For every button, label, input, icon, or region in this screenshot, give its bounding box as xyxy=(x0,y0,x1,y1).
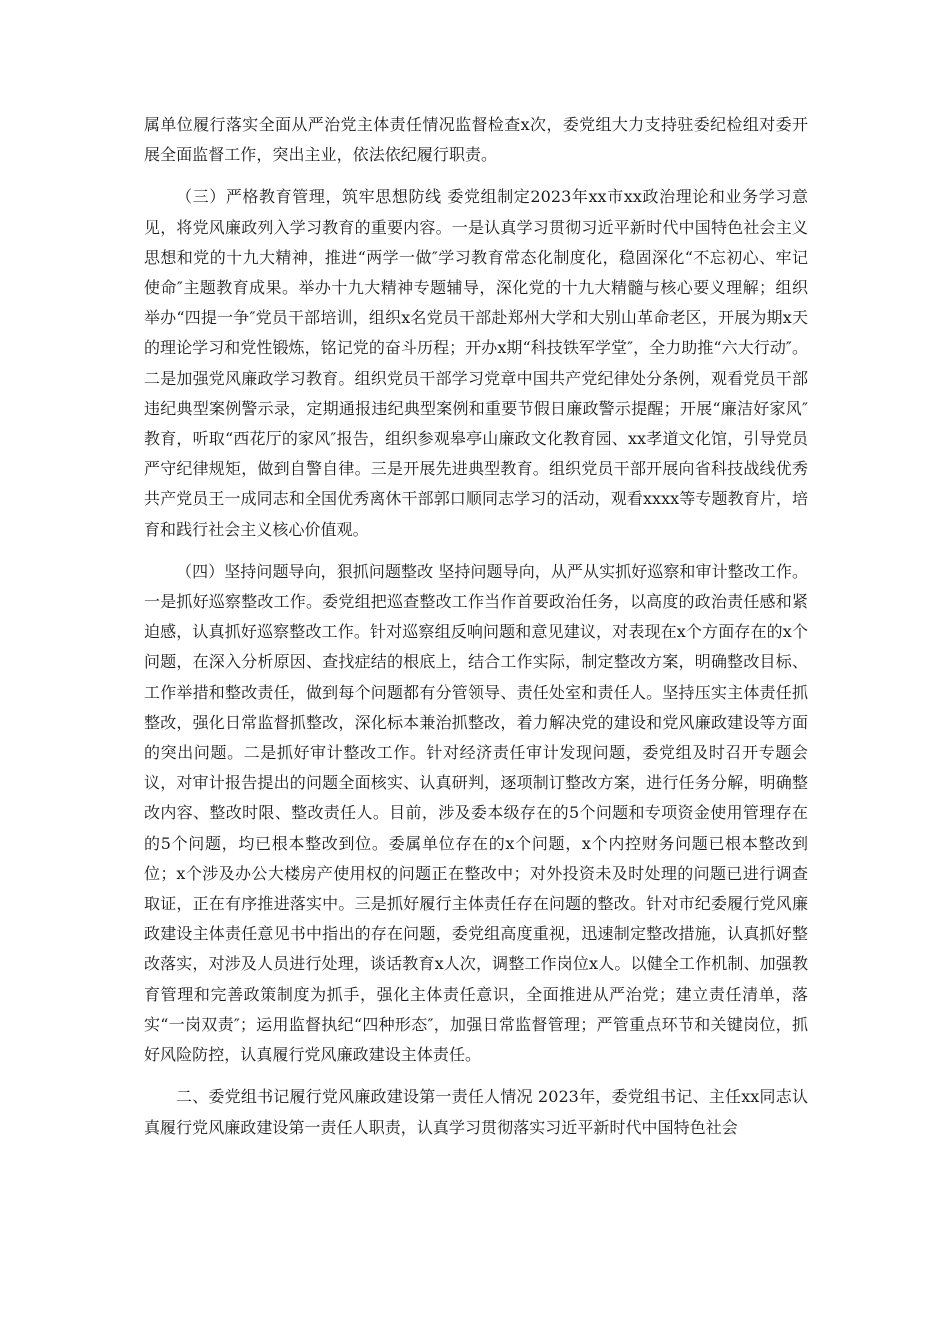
document-body xyxy=(144,110,808,1155)
paragraph-part-2-first-responsible: 二、委党组书记履行党风廉政建设第一责任人情况 2023年，委党组书记、主任xx同志认真履行党风廉政建设第一责任人职责，认真学习贯彻落实习近平新时代中国特色社会 xyxy=(144,1087,808,1137)
paragraph-section-4-rectification: （四）坚持问题导向，狠抓问题整改 坚持问题导向，从严从实抓好巡察和审计整改工作。一是抓好巡察整改工作。委党组把巡查整改工作当作首要政治任务，以高度的政治责任感和紧迫感，认真抓好巡察整改工作。针对巡察组反响问题和意见建议，对表现在x个方面存在的x个问题，在深入分析原因、查找症结的根底上，结合工作实际，制定整改方案，明确整改目标、工作举措和整改责任，做到每个问题都有分管领导、责任处室和责任人。坚持压实主体责任抓整改，强化日常监督抓整改，深化标本兼治抓整改，着力解决党的建设和党风廉政建设等方面的突出问题。二是抓好审计整改工作。针对经济责任审计发现问题，委党组及时召开专题会议，对审计报告提出的问题全面核实、认真研判，逐项制订整改方案，进行任务分解，明确整改内容、整改时限、整改责任人。目前，涉及委本级存在的5个问题和专项资金使用管理存在的5个问题，均已根本整改到位。委属单位存在的x个问题，x个内控财务问题已根本整改到位；x个涉及办公大楼房产使用权的问题正在整改中；对外投资未及时处理的问题已进行调查取证，正在有序推进落实中。三是抓好履行主体责任存在问题的整改。针对市纪委履行党风廉政建设主体责任意见书中指出的存在问题，委党组高度重视，迅速制定整改措施，认真抓好整改落实，对涉及人员进行处理，谈话教育x人次，调整工作岗位x人。以健全工作机制、加强教育管理和完善政策制度为抓手，强化主体责任意识，全面推进从严治党；建立责任清单，落实“一岗双责″；运用监督执纪“四种形态″，加强日常监督管理；严管重点环节和关键岗位，抓好风险防控，认真履行党风廉政建设主体责任。 xyxy=(144,561,808,1065)
paragraph-section-3-education: （三）严格教育管理，筑牢思想防线 委党组制定2023年xx市xx政治理论和业务学习意见，将党风廉政列入学习教育的重要内容。一是认真学习贯彻习近平新时代中国特色社会主义思想和党的十九大精神，推进“两学一做″学习教育常态化制度化，稳固深化“不忘初心、牢记使命″主题教育成果。举办十九大精神专题辅导，深化党的十九大精髓与核心要义理解；组织举办“四提一争″党员干部培训，组织x名党员干部赴郑州大学和大别山革命老区，开展为期x天的理论学习和党性锻炼，铭记党的奋斗历程；开办x期“科技铁军学堂″，全力助推“六大行动″。二是加强党风廉政学习教育。组织党员干部学习党章中国共产党纪律处分条例，观看党员干部违纪典型案例警示录，定期通报违纪典型案例和重要节假日廉政警示提醒；开展“廉洁好家风″教育，听取“西花厅的家风″报告，组织参观皋亭山廉政文化教育园、xx孝道文化馆，引导党员严守纪律规矩，做到自警自律。三是开展先进典型教育。组织党员干部开展向省科技战线优秀共产党员王一成同志和全国优秀离休干部郭口顺同志学习的活动，观看xxxx等专题教育片，培育和践行社会主义核心价值观。 xyxy=(144,187,808,539)
paragraph-continuation: 属单位履行落实全面从严治党主体责任情况监督检查x次，委党组大力支持驻委纪检组对委开展全面监督工作，突出主业，依法依纪履行职责。 xyxy=(144,115,808,165)
